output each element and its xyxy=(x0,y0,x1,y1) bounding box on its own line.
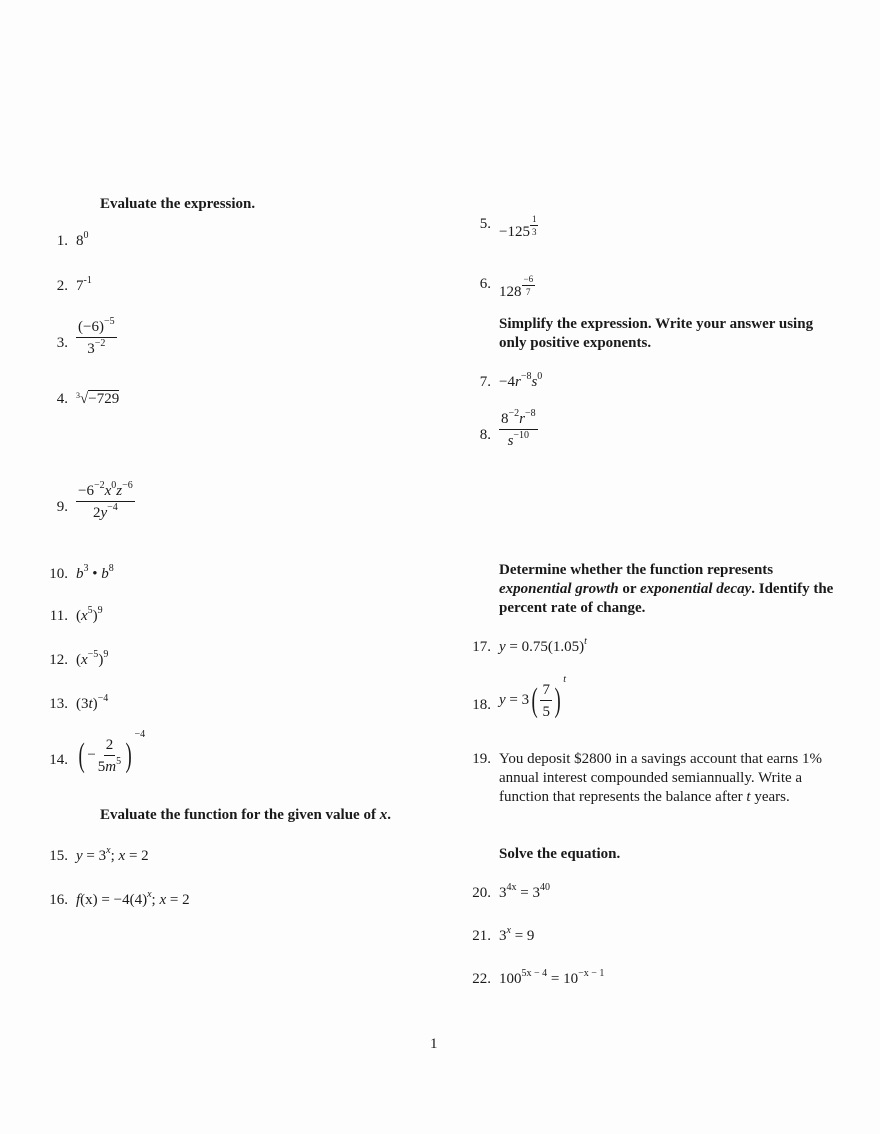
base: 3 xyxy=(499,928,507,944)
base: −125 xyxy=(499,224,530,240)
heading-text: Evaluate the function for the given value of xyxy=(100,807,380,823)
exponent-fraction xyxy=(522,275,536,297)
heading-variable: x xyxy=(379,807,388,823)
base: 3 xyxy=(499,885,507,901)
exponent: −5 xyxy=(87,649,99,660)
variable: s xyxy=(531,374,538,390)
fraction xyxy=(76,318,117,358)
exponent: −8 xyxy=(524,408,536,419)
radicand: −729 xyxy=(88,391,120,407)
problem-number: 16. xyxy=(49,892,68,908)
exponent: 0 xyxy=(111,480,117,491)
heading-growth: exponential growth xyxy=(499,581,619,597)
base: 7 xyxy=(76,278,84,294)
heading-text: Determine whether the function represents xyxy=(499,562,774,578)
exponent: 4x xyxy=(506,882,517,893)
word-problem-text-end: years. xyxy=(750,789,790,805)
exponent: −8 xyxy=(520,371,532,382)
base: 100 xyxy=(499,971,522,987)
section-heading-evaluate-expression: Evaluate the expression. xyxy=(100,196,256,212)
fraction xyxy=(540,681,552,721)
variable: x xyxy=(81,652,88,668)
heading-end: . xyxy=(387,807,391,823)
exponent: 5 xyxy=(116,755,122,767)
problem-number: 10. xyxy=(49,566,68,582)
numerator: (−6) xyxy=(78,319,104,335)
problem-number: 1. xyxy=(56,233,68,249)
coefficient: 5 xyxy=(97,758,106,775)
variable: s xyxy=(507,433,514,449)
root-index: 3 xyxy=(76,391,80,400)
exponent: x xyxy=(147,889,152,900)
problem-number: 17. xyxy=(472,639,491,655)
problem-number: 7. xyxy=(479,374,491,390)
problem-number: 11. xyxy=(49,608,68,624)
variable: x xyxy=(159,892,167,908)
exponent: t xyxy=(563,674,567,685)
variable: r xyxy=(514,374,521,390)
equals: = −4(4) xyxy=(97,892,148,908)
paren: ( xyxy=(76,608,81,624)
numerator: 1 xyxy=(531,214,537,224)
exponent: 3 xyxy=(83,563,89,574)
base: 8 xyxy=(76,233,84,249)
heading-or: or xyxy=(618,581,640,597)
variable: y xyxy=(499,639,506,655)
problem-number: 2. xyxy=(56,278,68,294)
exponent: -1 xyxy=(83,275,92,286)
section-heading-solve: Solve the equation. xyxy=(499,846,621,862)
numerator: 2 xyxy=(104,736,116,756)
denominator: 3 xyxy=(87,341,95,357)
exponent: x xyxy=(106,845,111,856)
left-paren: ( xyxy=(531,681,538,719)
exponent: 9 xyxy=(97,605,103,616)
fraction xyxy=(499,410,538,450)
equals: = 9 xyxy=(510,928,535,944)
coefficient: 2 xyxy=(92,505,101,521)
function-name: f xyxy=(76,892,81,908)
exponent: 40 xyxy=(539,882,550,893)
problem-number: 6. xyxy=(479,276,491,292)
problem-number: 18. xyxy=(472,697,491,713)
page-number: 1 xyxy=(430,1036,438,1052)
variable: b xyxy=(101,566,109,582)
exponent: 5 xyxy=(87,605,93,616)
exponent: −4 xyxy=(107,502,118,513)
problem-number: 15. xyxy=(49,848,68,864)
exponent: −5 xyxy=(103,316,115,327)
variable: b xyxy=(76,566,84,582)
separator: ; xyxy=(110,848,119,864)
equals: = 10 xyxy=(547,971,579,987)
problem-number: 8. xyxy=(479,427,491,443)
radical-icon: √ xyxy=(80,391,89,407)
variable: y xyxy=(100,505,108,521)
exponent: −6 xyxy=(122,480,133,491)
denominator: 3 xyxy=(531,227,537,237)
fraction xyxy=(96,736,123,776)
variable: t xyxy=(88,696,93,712)
exponent: 5x − 4 xyxy=(521,968,548,979)
variable: x xyxy=(81,608,88,624)
exponent: t xyxy=(584,636,587,647)
denominator: 5 xyxy=(542,703,550,720)
exponent: x xyxy=(506,925,511,936)
right-paren: ) xyxy=(554,681,561,719)
equals: = 3 xyxy=(516,885,540,901)
exponent: −2 xyxy=(93,480,105,491)
section-heading-simplify: Simplify the expression. Write your answer using only positive exponents. xyxy=(499,316,814,351)
equals: = 3 xyxy=(82,848,107,864)
variable: z xyxy=(116,483,123,499)
exponent: 0 xyxy=(83,230,89,241)
variable: x xyxy=(118,848,126,864)
section-heading-growth-decay xyxy=(499,561,839,618)
variable: m xyxy=(105,758,117,775)
exponent: −10 xyxy=(513,430,530,441)
problem-number: 19. xyxy=(472,751,491,767)
problem-number: 5. xyxy=(479,216,491,232)
base: 128 xyxy=(499,284,522,300)
exponent: 0 xyxy=(537,371,543,382)
heading-decay: exponential decay xyxy=(640,581,752,597)
exponent: −4 xyxy=(97,693,109,704)
numerator: 7 xyxy=(540,681,552,701)
problem-number: 3. xyxy=(56,335,68,351)
operator: • xyxy=(88,566,102,582)
problem-number: 12. xyxy=(49,652,68,668)
heading-text-end: . Identify the percent rate of change. xyxy=(499,581,834,616)
problem-number: 21. xyxy=(472,928,491,944)
variable: y xyxy=(499,692,506,708)
problem-number: 22. xyxy=(472,971,491,987)
problem-19-text xyxy=(499,750,825,807)
fraction xyxy=(76,482,135,522)
exponent-fraction xyxy=(530,215,539,237)
denominator: 7 xyxy=(526,287,531,297)
paren: ( xyxy=(76,652,81,668)
exponent: 8 xyxy=(108,563,114,574)
problem-number: 14. xyxy=(49,752,68,768)
variable: r xyxy=(519,411,525,427)
numerator: −6 xyxy=(523,274,534,284)
variable: x xyxy=(104,483,112,499)
sign: − xyxy=(87,747,96,763)
coefficient: −4 xyxy=(499,374,515,390)
exponent: −x − 1 xyxy=(578,968,605,979)
exponent: −2 xyxy=(508,408,520,419)
variable: t xyxy=(746,789,751,805)
section-heading-evaluate-function xyxy=(100,806,391,825)
problem-number: 4. xyxy=(56,391,68,407)
left-paren: ( xyxy=(78,736,85,774)
expression: = 0.75(1.05) xyxy=(505,639,585,655)
exponent: 9 xyxy=(103,649,109,660)
problem-number: 20. xyxy=(472,885,491,901)
argument: (x) xyxy=(80,892,98,908)
paren: (3 xyxy=(76,696,89,712)
problem-number: 13. xyxy=(49,696,68,712)
variable: y xyxy=(76,848,83,864)
base: 8 xyxy=(501,411,509,427)
separator: ; xyxy=(151,892,160,908)
value: = 2 xyxy=(125,848,149,864)
word-problem-text: You deposit $2800 in a savings account that earns 1% annual interest compounded semiannually. Write a function that represents the balance after xyxy=(499,751,823,805)
exponent: −2 xyxy=(94,338,106,349)
paren: ) xyxy=(98,652,104,668)
problem-number: 9. xyxy=(56,499,68,515)
value: = 2 xyxy=(166,892,190,908)
exponent: −4 xyxy=(134,729,146,740)
coefficient: −6 xyxy=(78,483,94,499)
paren: ) xyxy=(92,608,98,624)
expression: = 3 xyxy=(505,692,530,708)
paren: ) xyxy=(92,696,98,712)
right-paren: ) xyxy=(125,736,132,774)
